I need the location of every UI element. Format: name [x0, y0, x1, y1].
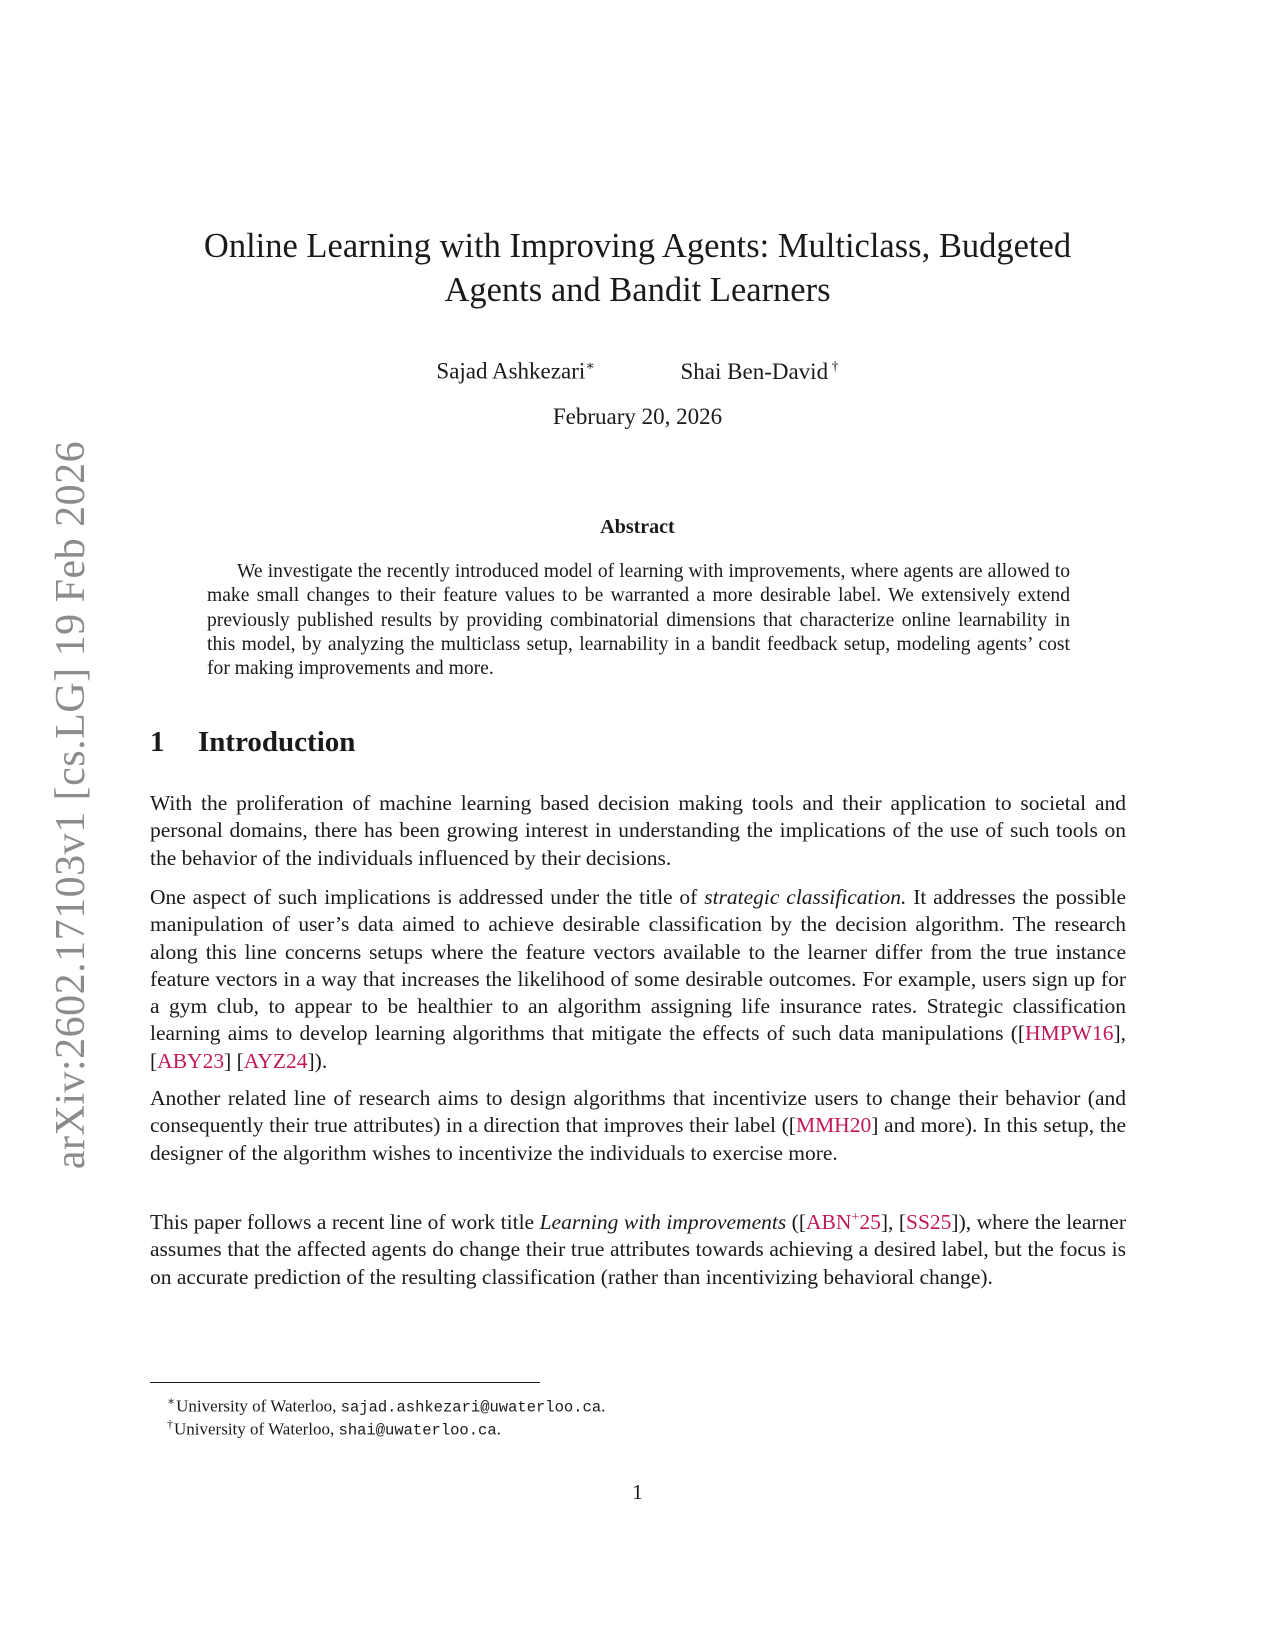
- intro-paragraph-3: [150, 1085, 1126, 1167]
- citation-link-hmpw16[interactable]: HMPW16: [1025, 1021, 1114, 1046]
- citation-abn25-key: ABN: [806, 1210, 852, 1235]
- intro-paragraph-1: With the proliferation of machine learning based decision making tools and their application to societal and personal domains, there has been growing interest in understanding the implications of the use of such tools on the behavior of the individuals influenced by their decisions.: [150, 791, 1126, 870]
- paragraph-4-text-c: ], [: [880, 1210, 906, 1235]
- paragraph-2-text-d: ] [: [224, 1048, 244, 1073]
- author-2-footnote-mark[interactable]: †: [828, 359, 839, 374]
- paragraph-4-text-a: This paper follows a recent line of work title: [150, 1210, 540, 1235]
- intro-paragraph-4: [150, 1204, 1126, 1291]
- author-2: [681, 359, 839, 385]
- paragraph-2-text-b: It addresses the possible manipulation of user’s data aimed to achieve desirable classification by the decision algorithm. The research along this line concerns setups where the feature vectors available to the learner differ from the true instance feature vectors in a way that increases the likelihood of some desirable outcomes. For example, users sign up for a gym club, to appear to be healthier to an algorithm assigning life insurance rates. Strategic classification learning aims to develop learning algorithms that mitigate the effects of such data manipulations ([: [150, 885, 1127, 1046]
- footnote-1-email[interactable]: sajad.ashkezari@uwaterloo.ca: [340, 1398, 602, 1417]
- paper-title-line-1: Online Learning with Improving Agents: Multiclass, Budgeted: [203, 227, 1072, 265]
- footnote-1-mark: ∗: [167, 1394, 176, 1408]
- paper-title: [150, 224, 1125, 312]
- author-1-footnote-mark[interactable]: ∗: [585, 359, 595, 374]
- paragraph-2-text-e: ]).: [307, 1048, 328, 1073]
- citation-link-abn25[interactable]: [806, 1210, 881, 1234]
- abstract-body: We investigate the recently introduced model of learning with improvements, where agents are allowed to make small changes to their feature values to be warranted a more desirable label. We extensively extend previously published results by providing combinatorial dimensions that characterize online learnability in this model, by analyzing the multiclass setup, learnability in a bandit feedback setup, modeling agents’ cost for making improvements and more.: [207, 561, 1070, 680]
- paper-title-line-2: Agents and Bandit Learners: [444, 271, 831, 309]
- author-list: [150, 358, 1125, 385]
- citation-abn25-sup: +: [851, 1210, 860, 1225]
- paragraph-2-text-c: ], [: [150, 1021, 1126, 1073]
- citation-link-mmh20[interactable]: MMH20: [795, 1113, 872, 1138]
- publication-date: February 20, 2026: [552, 404, 723, 429]
- section-title: Introduction: [198, 726, 356, 758]
- footnote-1-end: .: [601, 1396, 606, 1416]
- author-1-name: Sajad Ashkezari: [436, 358, 586, 384]
- citation-link-ss25[interactable]: SS25: [905, 1210, 952, 1235]
- footnote-2-email[interactable]: shai@uwaterloo.ca: [338, 1421, 497, 1440]
- footnote-divider: [150, 1382, 540, 1383]
- section-number: 1: [150, 726, 165, 758]
- term-learning-with-improvements: Learning with improvements: [539, 1210, 787, 1235]
- footnote-1-affiliation: University of Waterloo,: [176, 1396, 341, 1416]
- abstract-heading: Abstract: [600, 516, 675, 538]
- arxiv-identifier-stamp: [44, 440, 98, 1170]
- paragraph-3-text-b: ] and more). In this setup, the designer of the algorithm wishes to incentivize the individuals to exercise more.: [150, 1113, 1126, 1165]
- intro-paragraph-2: [150, 884, 1126, 1075]
- paragraph-2-text-a: One aspect of such implications is addressed under the title of: [150, 885, 705, 909]
- arxiv-identifier-text: arXiv:2602.17103v1 [cs.LG] 19 Feb 2026: [48, 440, 94, 1170]
- paragraph-4-text-b: ([: [786, 1210, 806, 1235]
- footnote-2-end: .: [496, 1419, 501, 1439]
- citation-abn25-year: 25: [859, 1210, 881, 1235]
- section-heading-introduction: [150, 726, 355, 759]
- citation-link-ayz24[interactable]: AYZ24: [243, 1048, 308, 1073]
- citation-link-aby23[interactable]: ABY23: [157, 1048, 225, 1073]
- footnote-2: [167, 1413, 501, 1442]
- paragraph-4-text-d: ]), where the learner assumes that the affected agents do change their true attributes towards achieving a desired label, but the focus is on accurate prediction of the resulting classification (rather than incentivizing behavioral change).: [150, 1210, 1126, 1289]
- author-1: [436, 358, 594, 385]
- page-number: 1: [632, 1480, 643, 1504]
- author-2-name: Shai Ben-David: [680, 358, 829, 384]
- term-strategic-classification: strategic classification.: [704, 885, 907, 909]
- footnote-2-mark: †: [167, 1417, 173, 1431]
- footnote-2-affiliation: University of Waterloo,: [174, 1419, 339, 1439]
- paragraph-3-text-a: Another related line of research aims to design algorithms that incentivize users to change their behavior (and consequently their true attributes) in a direction that improves their label ([: [150, 1086, 1126, 1138]
